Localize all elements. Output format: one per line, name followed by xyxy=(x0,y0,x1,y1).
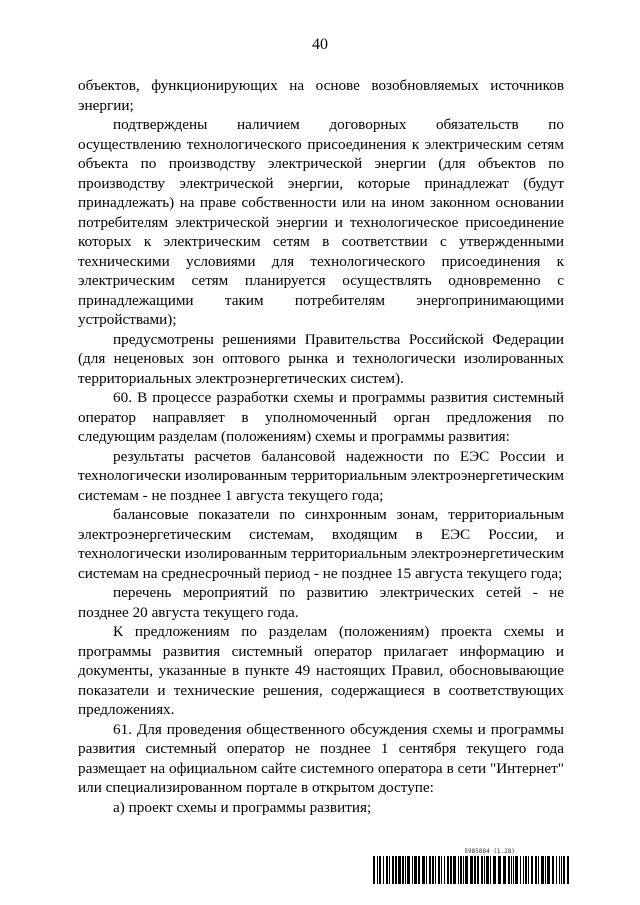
page-number: 40 xyxy=(312,36,328,53)
body-text xyxy=(78,76,564,817)
paragraph: балансовые показатели по синхронным зонам, территориальным электроэнергетическим системам, входящим в ЕЭС России, и технологически изолированным территориальным электроэнергетическим системам на среднесрочный период - не позднее 15 августа текущего года; xyxy=(78,506,564,582)
paragraph: результаты расчетов балансовой надежности по ЕЭС России и технологически изолированным территориальным электроэнергетическим системам - не позднее 1 августа текущего года; xyxy=(78,447,564,504)
barcode-label: 5985884 (1.28) xyxy=(464,848,515,855)
paragraph: предусмотрены решениями Правительства Российской Федерации (для неценовых зон оптового рынка и технологически изолированных территориальных электроэнергетических систем). xyxy=(78,330,564,387)
barcode-block xyxy=(373,848,569,888)
paragraph: К предложениям по разделам (положениям) проекта схемы и программы развития системный оператор прилагает информацию и документы, указанные в пункте 49 настоящих Правил, обосновывающие показатели и технические решения, содержащиеся в соответствующих предложениях. xyxy=(78,623,564,718)
paragraph: подтверждены наличием договорных обязательств по осуществлению технологического присоединения к электрическим сетям объекта по производству электрической энергии (для объектов по производству электрической энергии, которые принадлежат (будут принадлежать) на праве собственности или на ином законном основании потребителям электрической энергии и технологическое присоединение которых к электрическим сетям в соответствии с утвержденными техническими условиями для технологического присоединения к электрическим сетям планируется осуществлять одновременно с принадлежащими таким потребителям энергопринимающими устройствами); xyxy=(78,116,564,328)
paragraph: 61. Для проведения общественного обсуждения схемы и программы развития системный оператор не позднее 1 сентября текущего года размещает на официальном сайте системного оператора в сети "Интернет" или специализированном портале в открытом доступе: xyxy=(78,720,564,796)
paragraph: а) проект схемы и программы развития; xyxy=(113,798,372,816)
paragraph: 60. В процессе разработки схемы и программы развития системный оператор направляет в уполномоченный орган предложения по следующим разделам (положениям) схемы и программы развития: xyxy=(78,389,564,445)
paragraph: перечень мероприятий по развитию электрических сетей - не позднее 20 августа текущего года. xyxy=(78,584,564,621)
paragraph: объектов, функционирующих на основе возобновляемых источников энергии; xyxy=(78,77,564,114)
barcode-icon xyxy=(373,856,569,884)
